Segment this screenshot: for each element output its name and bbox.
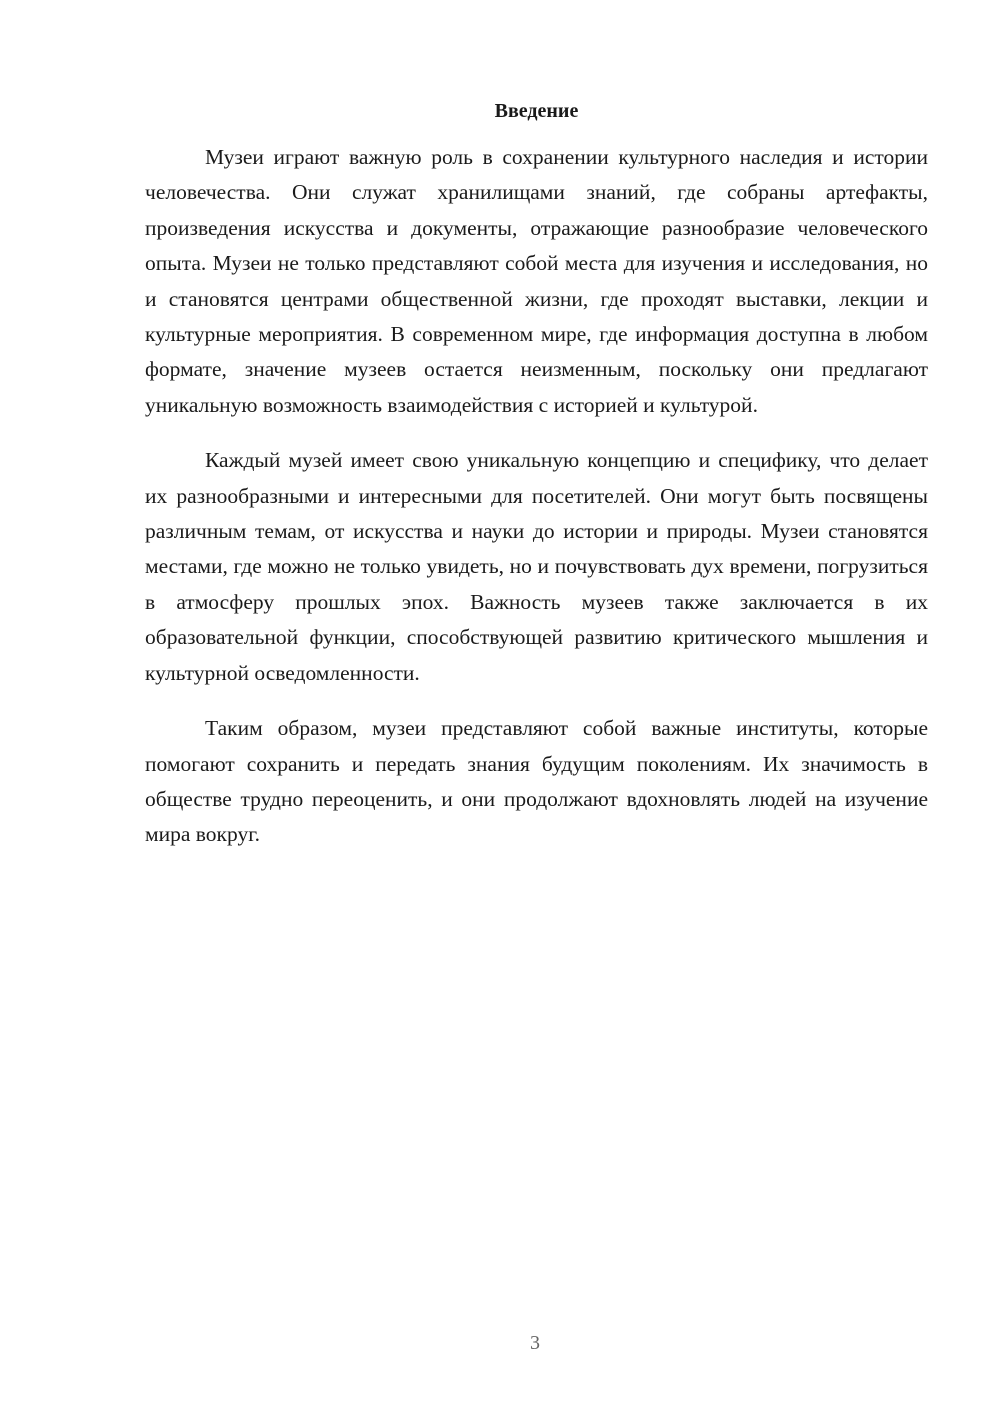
page-content <box>145 96 928 873</box>
paragraph-3: Таким образом, музеи представляют собой важные институты, которые помогают сохранить и передать знания будущим поколениям. Их значимость в обществе трудно переоценить, и они продолжают вдохновлять людей на изучение мира вокруг. <box>145 716 928 847</box>
section-title: Введение <box>494 100 579 122</box>
paragraph-2: Каждый музей имеет свою уникальную концепцию и специфику, что делает их разнообразными и интересными для посетителей. Они могут быть посвящены различным темам, от искусства и науки до истории и природы. Музеи становятся местами, где можно не только увидеть, но и почувствовать дух времени, погрузиться в атмосферу прошлых эпох. Важность музеев также заключается в их образовательной функции, способствующей развитию критического мышления и культурной осведомленности. <box>145 448 928 685</box>
paragraph-1: Музеи играют важную роль в сохранении культурного наследия и истории человечества. Они служат хранилищами знаний, где собраны артефакты, произведения искусства и документы, отражающие разнообразие человеческого опыта. Музеи не только представляют собой места для изучения и исследования, но и становятся центрами общественной жизни, где проходят выставки, лекции и культурные мероприятия. В современном мире, где информация доступна в любом формате, значение музеев остается неизменным, поскольку они предлагают уникальную возможность взаимодействия с историей и культурой. <box>145 145 928 417</box>
page-number: 3 <box>530 1332 540 1354</box>
